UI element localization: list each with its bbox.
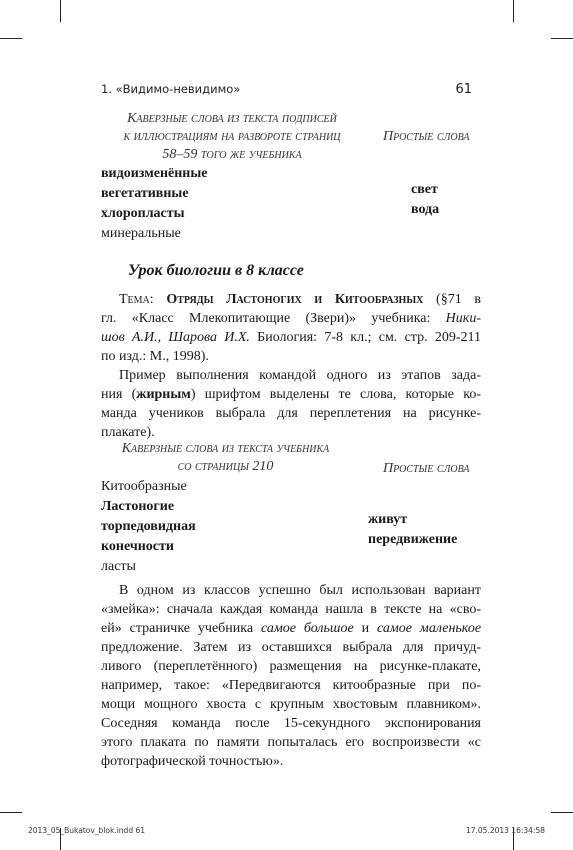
running-head xyxy=(101,82,472,97)
topic-label: Тема: xyxy=(119,292,154,307)
text-run: и xyxy=(361,621,370,636)
text-line: по изд.: М., 1998). xyxy=(101,349,209,364)
text-run: самое маленькое xyxy=(376,621,482,636)
text-line: предложение. Затем из оставшихся выбрала для причуд- xyxy=(101,640,481,655)
header-line: Простые слова xyxy=(383,129,470,144)
header-line: Каверзные слова из текста учебника xyxy=(121,441,330,456)
crop-mark xyxy=(513,0,514,22)
word-item: видоизменённые xyxy=(101,166,208,181)
crop-mark xyxy=(60,0,61,22)
word-item: минеральные xyxy=(101,226,181,241)
paragraph-topic xyxy=(101,290,481,366)
word-item: передвижение xyxy=(368,532,458,547)
header-line: Каверзные слова из текста подписей xyxy=(127,111,337,126)
word-item: вода xyxy=(411,202,440,217)
paragraph-example: Пример выполнения командой одного из этапов зада- ния (жирным) шрифтом выделены те слова, которые ко- манда учеников выбрала для переплетения на рисунке- плакате). xyxy=(101,368,481,440)
table2-left-words xyxy=(101,477,196,577)
table1-left-header xyxy=(103,110,361,164)
word-item: конечности xyxy=(101,539,174,554)
text-run: шов А.И., Шарова И.Х. xyxy=(101,330,250,345)
word-item: Ластоногие xyxy=(101,499,175,514)
text-line: «змейка»: сначала каждая команда нашла в тексте на «сво- xyxy=(101,602,481,617)
page-number: 61 xyxy=(455,82,472,97)
crop-mark xyxy=(551,812,573,813)
text-run: ей» страничке учебника xyxy=(101,621,254,636)
header-line: со страницы 210 xyxy=(177,459,274,474)
text-line: например, такое: «Передвигаются китообразные при по- xyxy=(101,678,481,693)
text-run: гл. «Класс Млекопитающие (Звери)» учебника: xyxy=(101,311,431,326)
crop-mark xyxy=(0,812,22,813)
header-line: 58–59 того же учебника xyxy=(162,147,302,162)
text-line: плакате). xyxy=(101,425,155,440)
text-line: ливого (переплетённого) размещения на рисунке-плакате, xyxy=(101,659,481,674)
table1-right-header xyxy=(383,128,470,146)
text-run: шрифтом выделены те слова, которые ко- xyxy=(204,387,481,402)
text-line: Соседняя команда после 15-секундного экспонирования xyxy=(101,716,481,731)
table2-left-header xyxy=(103,440,348,476)
text-line: манда учеников выбрала для переплетения на рисунке- xyxy=(101,406,481,421)
text-run: (§71 в xyxy=(436,292,481,307)
text-line: Пример выполнения командой одного из этапов зада- xyxy=(119,368,481,383)
header-line: к иллюстрациям на развороте страниц xyxy=(123,129,341,144)
text-line: фотографической точностью». xyxy=(101,754,284,769)
text-run: самое большое xyxy=(261,621,354,636)
header-line: Простые слова xyxy=(383,461,470,476)
table2-right-words xyxy=(368,510,457,550)
word-item: живут xyxy=(368,512,408,527)
table1-right-words xyxy=(411,180,439,220)
crop-mark xyxy=(0,38,22,39)
word-item: хлоропласты xyxy=(101,206,185,221)
text-run: жирным xyxy=(136,387,191,402)
word-item: вегетативные xyxy=(101,186,189,201)
crop-mark xyxy=(551,38,573,39)
table1-left-words xyxy=(101,164,208,244)
text-run: Ники- xyxy=(445,311,481,326)
table2-right-header xyxy=(383,460,470,478)
word-item: торпедовидная xyxy=(101,519,196,534)
word-item: ласты xyxy=(101,559,136,574)
word-item: свет xyxy=(411,182,438,197)
text-line: этого плаката по памяти попыталась его воспроизвести «с xyxy=(101,735,481,750)
section-heading: Урок биологии в 8 классе xyxy=(128,262,304,279)
text-run: Биология: 7-8 кл.; см. стр. 209-211 xyxy=(257,330,481,345)
chapter-title: 1. «Видимо-невидимо» xyxy=(101,82,241,96)
word-item: Китообразные xyxy=(101,479,187,494)
text-line: мощи мощного хвоста с крупным хвостовым плавником». xyxy=(101,697,481,712)
slug-datetime: 17.05.2013 16:34:58 xyxy=(465,826,545,835)
topic-title: Отряды Ластоногих и Китообразных xyxy=(166,292,424,307)
paragraph-snake xyxy=(101,581,481,771)
text-line: В одном из классов успешно был использован вариант xyxy=(119,583,481,598)
print-slug xyxy=(28,826,545,835)
slug-file: 2013_05_Bukatov_blok.indd 61 xyxy=(28,826,146,835)
text-run: ния ( xyxy=(101,387,137,402)
